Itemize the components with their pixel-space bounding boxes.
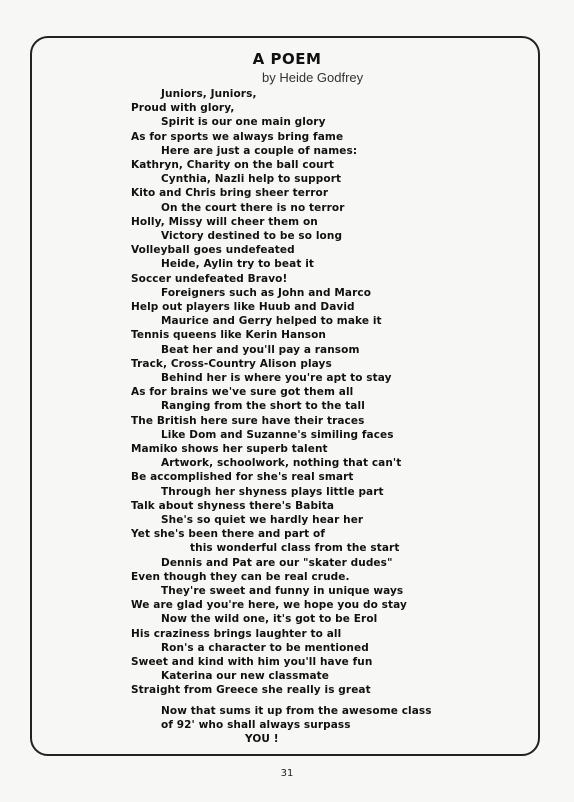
poem-line: Dennis and Pat are our "skater dudes" [161,556,393,569]
poem-line: Behind her is where you're apt to stay [161,372,392,384]
poem-line: His craziness brings laughter to all [131,627,342,640]
poem-line: Sweet and kind with him you'll have fun [131,656,373,668]
poem-line: They're sweet and funny in unique ways [161,585,404,597]
poem-line: Help out players like Huub and David [131,301,355,313]
poem-line: Ranging from the short to the tall [161,400,365,413]
poem-line: Spirit is our one main glory [161,116,326,129]
poem-line: Through her shyness plays little part [161,485,384,498]
poem-line: We are glad you're here, we hope you do stay [131,599,407,612]
poem-line: Even though they can be real crude. [131,570,350,583]
poem-line: Yet she's been there and part of [131,528,326,541]
poem-line: Tennis queens like Kerin Hanson [131,329,327,342]
poem-line: As for brains we've sure got them all [131,386,354,399]
poem-line: Talk about shyness there's Babita [131,499,335,512]
poem-line: Kito and Chris bring sheer terror [131,187,329,200]
poem-line: Straight from Greece she really is great [131,684,371,697]
poem-line: of 92' who shall always surpass [161,718,351,731]
poem-line: Victory destined to be so long [161,230,343,242]
poem-line: Beat her and you'll pay a ransom [161,343,360,356]
poem-line: Proud with glory, [131,102,235,115]
poem-line: Artwork, schoolwork, nothing that can't [161,457,402,470]
page-number: 31 [280,768,294,779]
poem-line: Like Dom and Suzanne's similing faces [161,428,394,441]
poem-line: Now that sums it up from the awesome class [161,704,432,717]
poem-line: this wonderful class from the start [190,542,400,555]
poem-line: Holly, Missy will cheer them on [131,215,318,228]
poem-line: As for sports we always bring fame [131,130,344,143]
poem-line: Katerina our new classmate [161,670,330,683]
poem-line: She's so quiet we hardly hear her [161,514,364,526]
poem-line: Soccer undefeated Bravo! [131,272,288,285]
poem-line: Foreigners such as John and Marco [161,286,372,299]
poem-line: The British here sure have their traces [131,414,365,427]
poem-line: Volleyball goes undefeated [131,244,295,257]
poem-title: A POEM [252,50,322,68]
poem-line: Heide, Aylin try to beat it [161,258,315,271]
poem-line: Juniors, Juniors, [161,88,257,100]
poem-line: Track, Cross-Country Alison plays [131,357,332,370]
poem-line: Cynthia, Nazli help to support [161,173,342,186]
poem-line: Here are just a couple of names: [161,144,358,157]
poem-line: YOU ! [245,733,279,745]
poem-line: Kathryn, Charity on the ball court [131,159,335,171]
poem-line: Maurice and Gerry helped to make it [161,315,382,328]
poem-line: On the court there is no terror [161,201,345,214]
poem-line: Mamiko shows her superb talent [131,443,328,455]
poem-line: Be accomplished for she's real smart [131,471,354,484]
poem-line: Ron's a character to be mentioned [161,641,369,654]
poem-byline: by Heide Godfrey [262,70,364,85]
poem-line: Now the wild one, it's got to be Erol [161,613,378,626]
